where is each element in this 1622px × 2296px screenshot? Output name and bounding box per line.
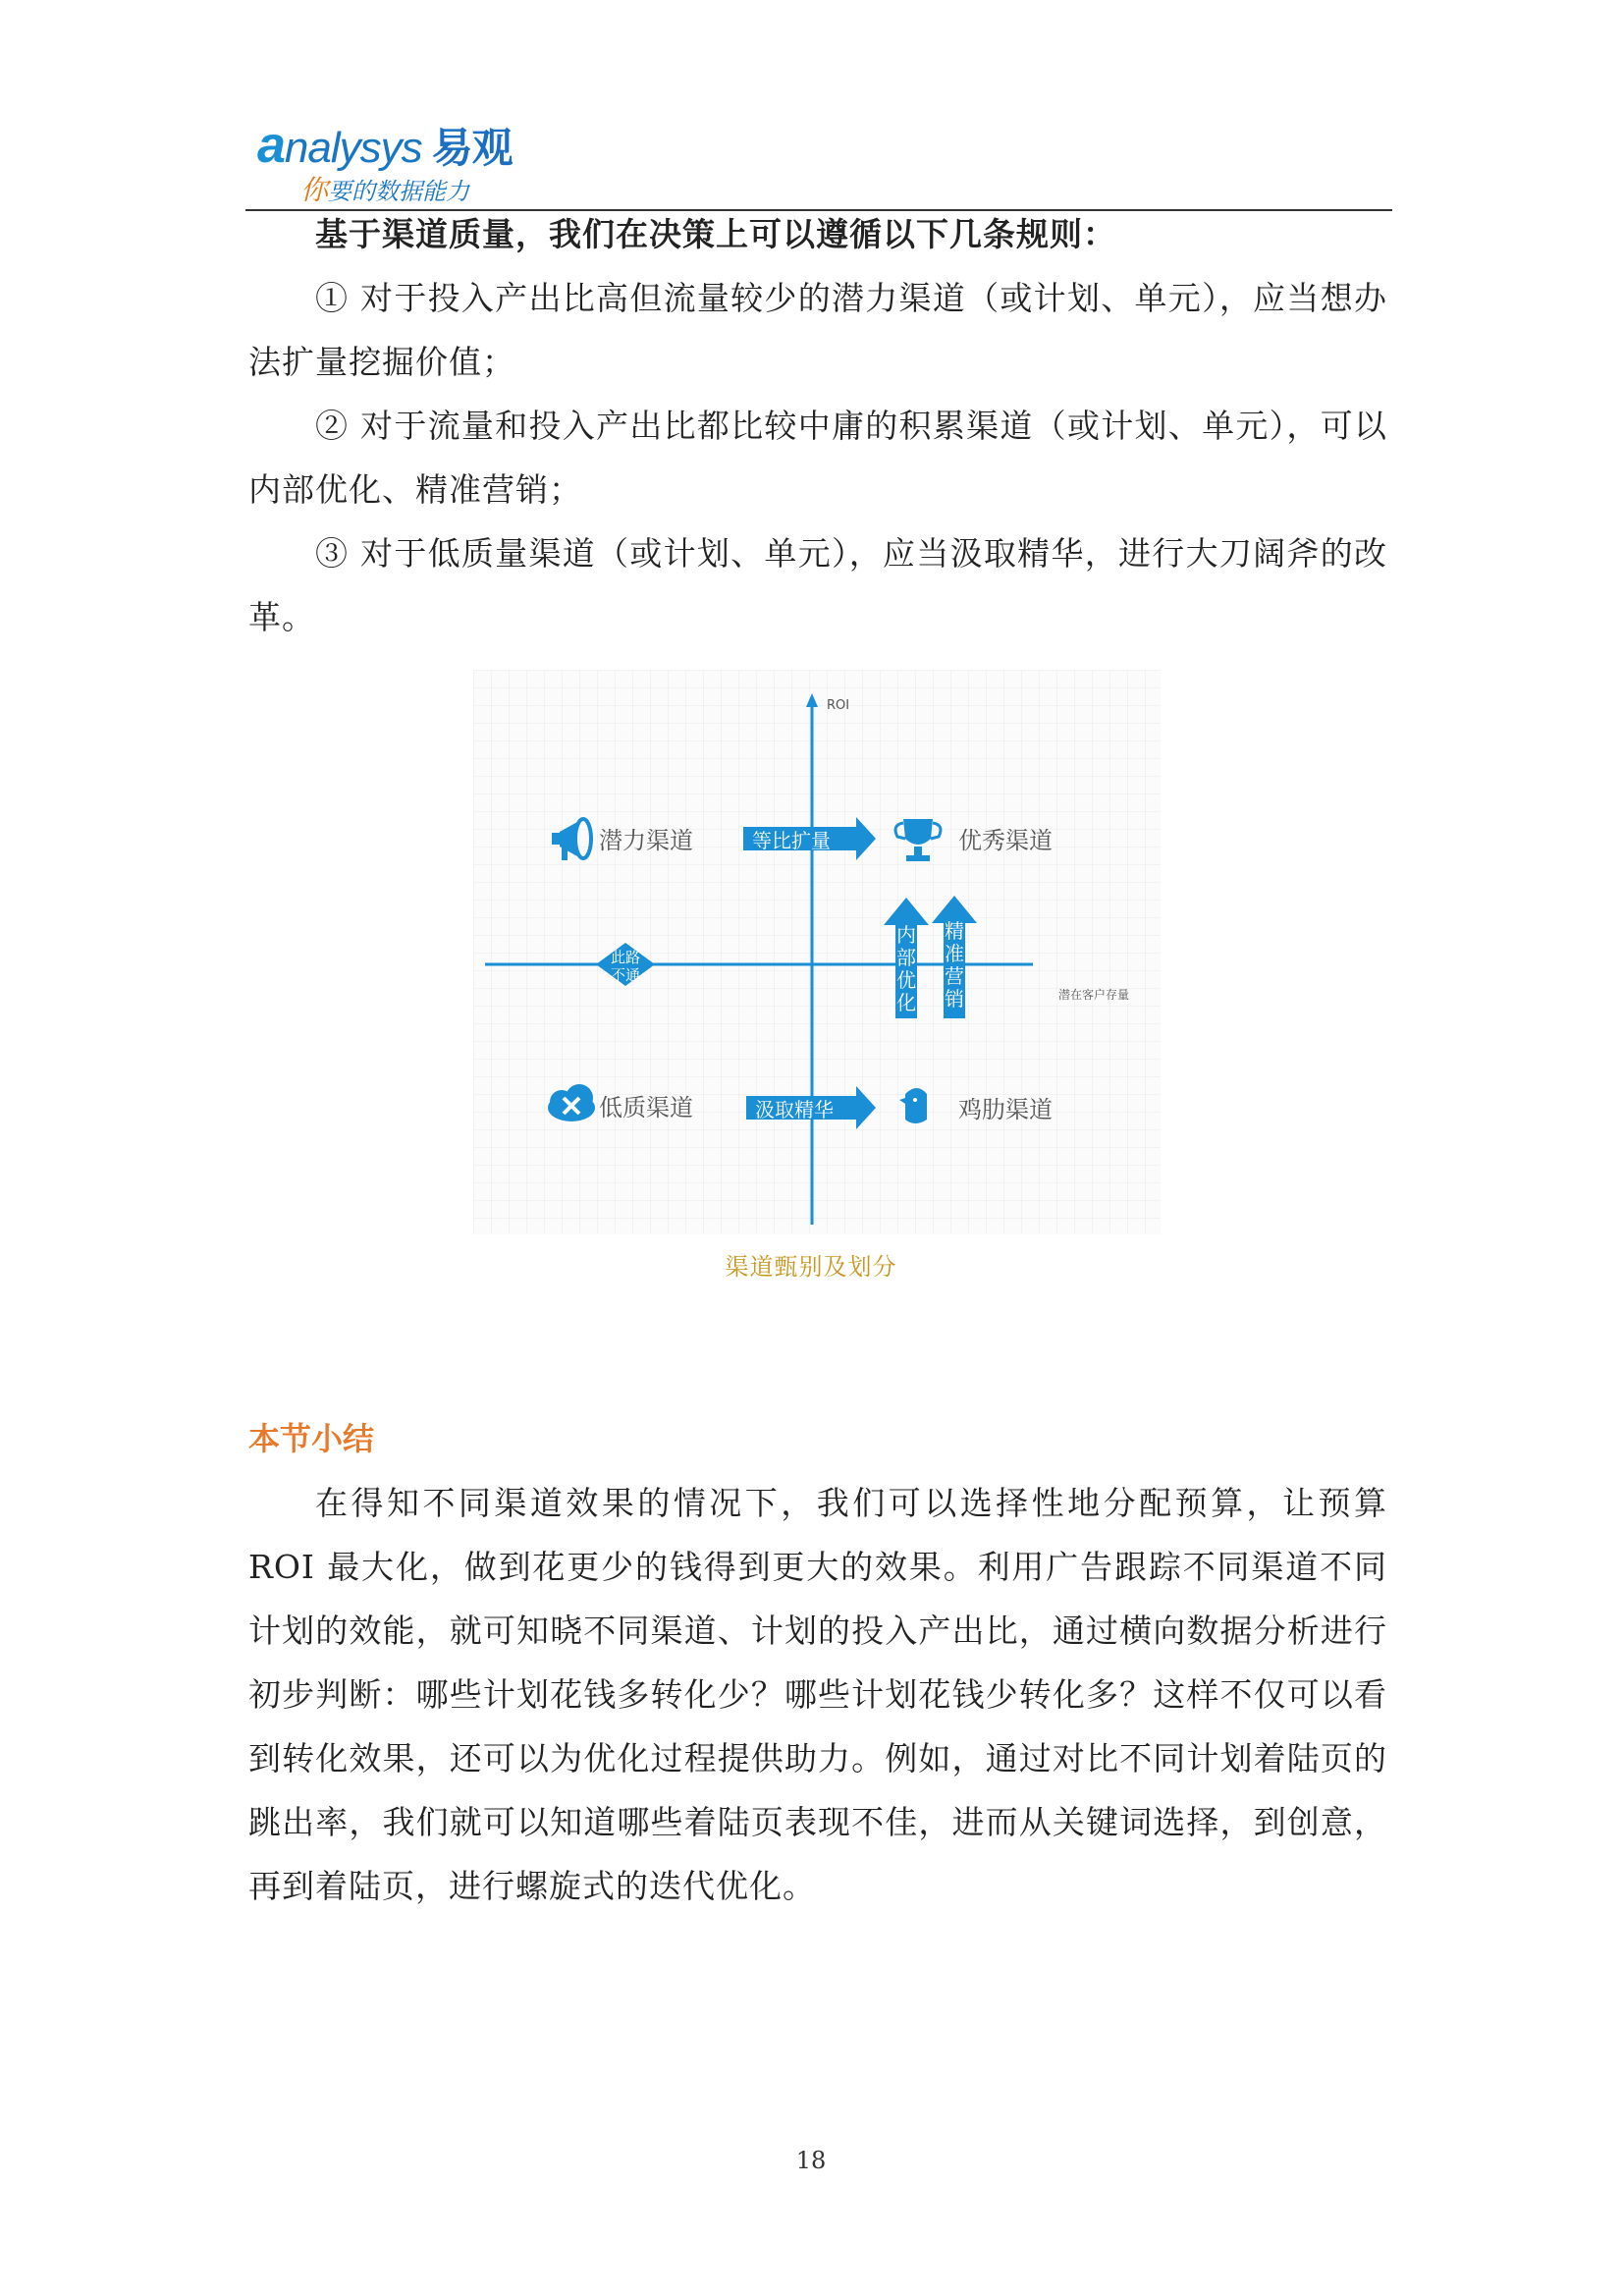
- quadrant-diagram: [473, 670, 1161, 1234]
- brand-logo: [257, 116, 552, 204]
- y-axis-label: ROI: [827, 698, 850, 713]
- quadrant-label-marginal: 鸡肋渠道: [958, 1096, 1053, 1123]
- arrow-internal-optimize-label: 内部优化: [896, 923, 916, 1014]
- rules-intro-heading: 基于渠道质量，我们在决策上可以遵循以下几条规则：: [315, 215, 1116, 253]
- rule-1: ① 对于投入产出比高但流量较少的潜力渠道（或计划、单元），应当想办法扩量挖掘价值；: [248, 279, 1387, 381]
- channel-quadrant-figure: [473, 670, 1161, 1234]
- rule-3: ③ 对于低质量渠道（或计划、单元），应当汲取精华，进行大刀阔斧的改革。: [248, 534, 1387, 636]
- quadrant-label-low-quality: 低质渠道: [599, 1094, 693, 1121]
- figure-caption: 渠道甄别及划分: [725, 1253, 897, 1281]
- blocked-road-label: 此路不通: [611, 949, 641, 984]
- arrow-precision-marketing-label: 精准营销: [945, 919, 964, 1011]
- arrow-scale-up-label: 等比扩量: [752, 829, 831, 852]
- quadrant-label-excellent: 优秀渠道: [958, 827, 1053, 854]
- quadrant-label-potential: 潜力渠道: [599, 827, 693, 854]
- arrow-extract-essence-label: 汲取精华: [755, 1098, 834, 1121]
- rule-2: ② 对于流量和投入产出比都比较中庸的积累渠道（或计划、单元），可以内部优化、精准营销；: [248, 407, 1387, 509]
- logo-wordmark: analysys 易观: [257, 117, 513, 174]
- logo-tagline: 你要的数据能力: [300, 174, 470, 206]
- section-title: 本节小结: [248, 1420, 375, 1457]
- x-axis-label: 潜在客户存量: [1058, 988, 1130, 1002]
- summary-paragraph: 在得知不同渠道效果的情况下，我们可以选择性地分配预算，让预算 ROI 最大化，做到花更少的钱得到更大的效果。利用广告跟踪不同渠道不同计划的效能，就可知晓不同渠道、计划的投入产出比，通过横向数据分析进行初步判断：哪些计划花钱多转化少？哪些计划花钱少转化多？这样不仅可以看到转化效果，还可以为优化过程提供助力。例如，通过对比不同计划着陆页的跳出率，我们就可以知道哪些着陆页表现不佳，进而从关键词选择，到创意，再到着陆页，进行螺旋式的迭代优化。: [248, 1484, 1387, 1905]
- page-number: 18: [795, 2147, 827, 2174]
